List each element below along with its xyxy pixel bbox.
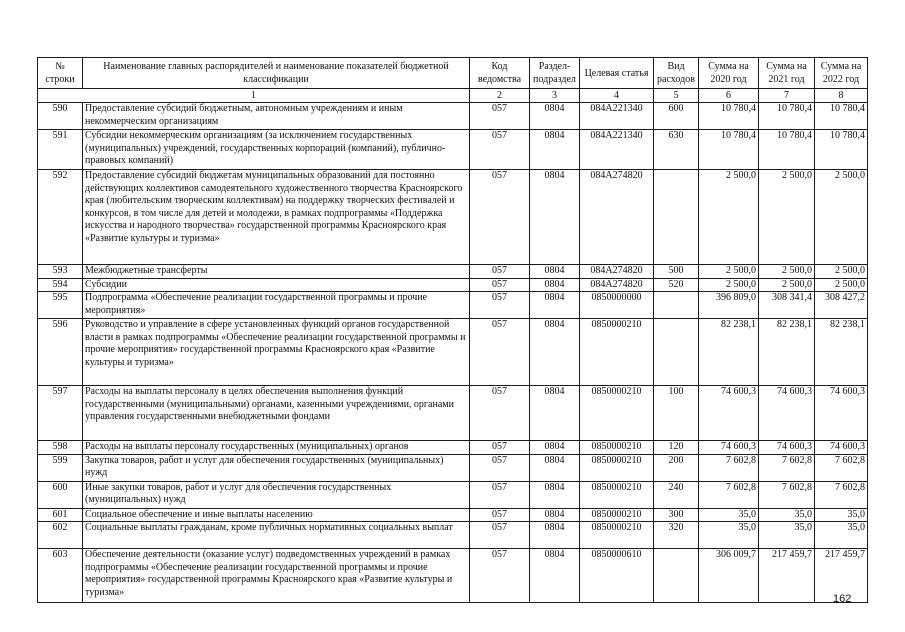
cell-sum-2021: 74 600,3 [759, 386, 815, 441]
cell-row-number: 599 [38, 454, 83, 481]
cell-sum-2020: 35,0 [699, 522, 759, 549]
cell-name: Расходы на выплаты персоналу государственных (муниципальных) органов [83, 441, 470, 455]
cell-name: Закупка товаров, работ и услуг для обеспечения государственных (муниципальных) нужд [83, 454, 470, 481]
table-row [38, 130, 868, 170]
column-number: 7 [759, 89, 815, 103]
cell-row-number: 591 [38, 130, 83, 170]
cell-sum-2020: 7 602,8 [699, 481, 759, 508]
column-number: 5 [654, 89, 699, 103]
cell-target-article: 0850000210 [580, 319, 654, 386]
cell-expense-kind: 600 [654, 103, 699, 130]
cell-sum-2020: 2 500,0 [699, 278, 759, 292]
cell-row-number: 597 [38, 386, 83, 441]
cell-name: Предоставление субсидий бюджетам муниципальных образований для постоянно действующих коллективов самодеятельного художественного творчества Красноярского края (любительским творческим коллективам) на поддержку творческих фестивалей и конкурсов, в том числе для детей и молодежи, в рамках подпрограммы «Поддержка искусства и народного творчества» государственной программы Красноярского края «Развитие культуры и туризма» [83, 170, 470, 265]
cell-target-article: 084А274820 [580, 265, 654, 279]
cell-department-code: 057 [470, 522, 530, 549]
cell-expense-kind [654, 319, 699, 386]
cell-sum-2020: 7 602,8 [699, 454, 759, 481]
cell-row-number: 601 [38, 508, 83, 522]
cell-sum-2020: 35,0 [699, 508, 759, 522]
cell-expense-kind: 100 [654, 386, 699, 441]
cell-target-article: 0850000210 [580, 508, 654, 522]
cell-name: Субсидии некоммерческим организациям (за исключением государственных (муниципальных) учреждений, государственных корпораций (компаний), публично-правовых компаний) [83, 130, 470, 170]
header-target-article: Целевая статья [580, 58, 654, 89]
cell-section: 0804 [530, 319, 580, 386]
cell-sum-2021: 2 500,0 [759, 265, 815, 279]
cell-row-number: 593 [38, 265, 83, 279]
cell-section: 0804 [530, 441, 580, 455]
cell-expense-kind: 630 [654, 130, 699, 170]
cell-name: Подпрограмма «Обеспечение реализации государственной программы и прочие мероприятия» [83, 292, 470, 319]
cell-department-code: 057 [470, 278, 530, 292]
cell-target-article: 0850000210 [580, 454, 654, 481]
column-number: 8 [815, 89, 868, 103]
cell-sum-2021: 2 500,0 [759, 278, 815, 292]
cell-row-number: 602 [38, 522, 83, 549]
cell-row-number: 592 [38, 170, 83, 265]
cell-sum-2021: 217 459,7 [759, 549, 815, 603]
cell-sum-2021: 10 780,4 [759, 103, 815, 130]
cell-row-number: 603 [38, 549, 83, 603]
cell-sum-2022: 7 602,8 [815, 454, 868, 481]
cell-section: 0804 [530, 103, 580, 130]
cell-sum-2022: 35,0 [815, 508, 868, 522]
cell-department-code: 057 [470, 481, 530, 508]
cell-sum-2021: 82 238,1 [759, 319, 815, 386]
cell-department-code: 057 [470, 441, 530, 455]
cell-sum-2022: 74 600,3 [815, 386, 868, 441]
cell-section: 0804 [530, 265, 580, 279]
cell-sum-2022: 308 427,2 [815, 292, 868, 319]
cell-sum-2022: 2 500,0 [815, 265, 868, 279]
cell-target-article: 084А221340 [580, 103, 654, 130]
cell-sum-2020: 2 500,0 [699, 265, 759, 279]
header-department-code: Код ведомства [470, 58, 530, 89]
budget-table [37, 57, 868, 603]
table-row [38, 481, 868, 508]
cell-expense-kind: 520 [654, 278, 699, 292]
cell-sum-2022: 2 500,0 [815, 170, 868, 265]
cell-sum-2021: 35,0 [759, 522, 815, 549]
cell-row-number: 596 [38, 319, 83, 386]
cell-sum-2022: 217 459,7 [815, 549, 868, 603]
cell-target-article: 084А221340 [580, 130, 654, 170]
cell-row-number: 590 [38, 103, 83, 130]
cell-department-code: 057 [470, 265, 530, 279]
cell-section: 0804 [530, 481, 580, 508]
header-sum-2022: Сумма на 2022 год [815, 58, 868, 89]
cell-sum-2022: 2 500,0 [815, 278, 868, 292]
cell-expense-kind [654, 170, 699, 265]
column-number: 2 [470, 89, 530, 103]
cell-section: 0804 [530, 549, 580, 603]
cell-target-article: 0850000210 [580, 386, 654, 441]
table-row [38, 265, 868, 279]
cell-target-article: 0850000210 [580, 441, 654, 455]
cell-expense-kind: 500 [654, 265, 699, 279]
column-number: 6 [699, 89, 759, 103]
table-row [38, 278, 868, 292]
cell-section: 0804 [530, 454, 580, 481]
header-sum-2020: Сумма на 2020 год [699, 58, 759, 89]
cell-target-article: 084А274820 [580, 278, 654, 292]
cell-sum-2021: 35,0 [759, 508, 815, 522]
table-row [38, 549, 868, 603]
cell-sum-2022: 10 780,4 [815, 103, 868, 130]
cell-sum-2022: 82 238,1 [815, 319, 868, 386]
header-row [38, 58, 868, 89]
cell-sum-2020: 10 780,4 [699, 130, 759, 170]
cell-sum-2020: 74 600,3 [699, 386, 759, 441]
cell-section: 0804 [530, 292, 580, 319]
cell-expense-kind: 240 [654, 481, 699, 508]
cell-department-code: 057 [470, 103, 530, 130]
cell-sum-2022: 10 780,4 [815, 130, 868, 170]
cell-department-code: 057 [470, 170, 530, 265]
cell-sum-2021: 7 602,8 [759, 481, 815, 508]
cell-sum-2022: 74 600,3 [815, 441, 868, 455]
cell-sum-2021: 10 780,4 [759, 130, 815, 170]
cell-expense-kind: 320 [654, 522, 699, 549]
column-number-row [38, 89, 868, 103]
cell-expense-kind: 120 [654, 441, 699, 455]
header-expense-kind: Вид расходов [654, 58, 699, 89]
table-row [38, 319, 868, 386]
table-row [38, 508, 868, 522]
cell-name: Межбюджетные трансферты [83, 265, 470, 279]
cell-expense-kind: 300 [654, 508, 699, 522]
cell-name: Расходы на выплаты персоналу в целях обеспечения выполнения функций государственными (муниципальными) органами, казенными учреждениями, органами управления государственными внебюджетными фондами [83, 386, 470, 441]
header-section: Раздел-подраздел [530, 58, 580, 89]
cell-row-number: 600 [38, 481, 83, 508]
cell-sum-2021: 2 500,0 [759, 170, 815, 265]
cell-section: 0804 [530, 386, 580, 441]
cell-name: Обеспечение деятельности (оказание услуг) подведомственных учреждений в рамках подпрограммы «Обеспечение реализации государственной программы и прочие мероприятия» государственной программы Красноярского края «Развитие культуры и туризма» [83, 549, 470, 603]
cell-name: Социальное обеспечение и иные выплаты населению [83, 508, 470, 522]
page-number: 162 [833, 593, 852, 605]
cell-expense-kind: 200 [654, 454, 699, 481]
cell-department-code: 057 [470, 508, 530, 522]
cell-sum-2020: 306 009,7 [699, 549, 759, 603]
cell-target-article: 0850000210 [580, 481, 654, 508]
cell-sum-2022: 35,0 [815, 522, 868, 549]
cell-section: 0804 [530, 130, 580, 170]
table-row [38, 386, 868, 441]
cell-section: 0804 [530, 522, 580, 549]
cell-sum-2022: 7 602,8 [815, 481, 868, 508]
table-row [38, 103, 868, 130]
table-row [38, 454, 868, 481]
table-header [38, 58, 868, 103]
header-row-number: № строки [38, 58, 83, 89]
cell-department-code: 057 [470, 386, 530, 441]
column-number: 4 [580, 89, 654, 103]
cell-sum-2021: 7 602,8 [759, 454, 815, 481]
cell-name: Субсидии [83, 278, 470, 292]
cell-target-article: 0850000210 [580, 522, 654, 549]
cell-row-number: 598 [38, 441, 83, 455]
cell-section: 0804 [530, 278, 580, 292]
cell-sum-2020: 74 600,3 [699, 441, 759, 455]
cell-sum-2021: 308 341,4 [759, 292, 815, 319]
cell-sum-2021: 74 600,3 [759, 441, 815, 455]
table-row [38, 292, 868, 319]
table-row [38, 170, 868, 265]
cell-row-number: 595 [38, 292, 83, 319]
cell-name: Руководство и управление в сфере установленных функций органов государственной власти в рамках подпрограммы «Обеспечение реализации государственной программы и прочие мероприятия» государственной программы Красноярского края «Развитие культуры и туризма» [83, 319, 470, 386]
cell-target-article: 0850000000 [580, 292, 654, 319]
table-row [38, 441, 868, 455]
table-body [38, 103, 868, 603]
cell-sum-2020: 2 500,0 [699, 170, 759, 265]
cell-expense-kind [654, 292, 699, 319]
cell-sum-2020: 396 809,0 [699, 292, 759, 319]
cell-department-code: 057 [470, 454, 530, 481]
column-number: 3 [530, 89, 580, 103]
cell-name: Иные закупки товаров, работ и услуг для обеспечения государственных (муниципальных) нужд [83, 481, 470, 508]
column-number: 1 [38, 89, 470, 103]
cell-section: 0804 [530, 170, 580, 265]
table-row [38, 522, 868, 549]
cell-department-code: 057 [470, 130, 530, 170]
cell-name: Социальные выплаты гражданам, кроме публичных нормативных социальных выплат [83, 522, 470, 549]
cell-name: Предоставление субсидий бюджетным, автономным учреждениям и иным некоммерческим организациям [83, 103, 470, 130]
cell-department-code: 057 [470, 549, 530, 603]
cell-row-number: 594 [38, 278, 83, 292]
cell-target-article: 084А274820 [580, 170, 654, 265]
cell-sum-2020: 10 780,4 [699, 103, 759, 130]
cell-department-code: 057 [470, 319, 530, 386]
cell-sum-2020: 82 238,1 [699, 319, 759, 386]
header-name: Наименование главных распорядителей и наименование показателей бюджетной классификации [83, 58, 470, 89]
header-sum-2021: Сумма на 2021 год [759, 58, 815, 89]
cell-section: 0804 [530, 508, 580, 522]
cell-department-code: 057 [470, 292, 530, 319]
cell-target-article: 0850000610 [580, 549, 654, 603]
cell-expense-kind [654, 549, 699, 603]
